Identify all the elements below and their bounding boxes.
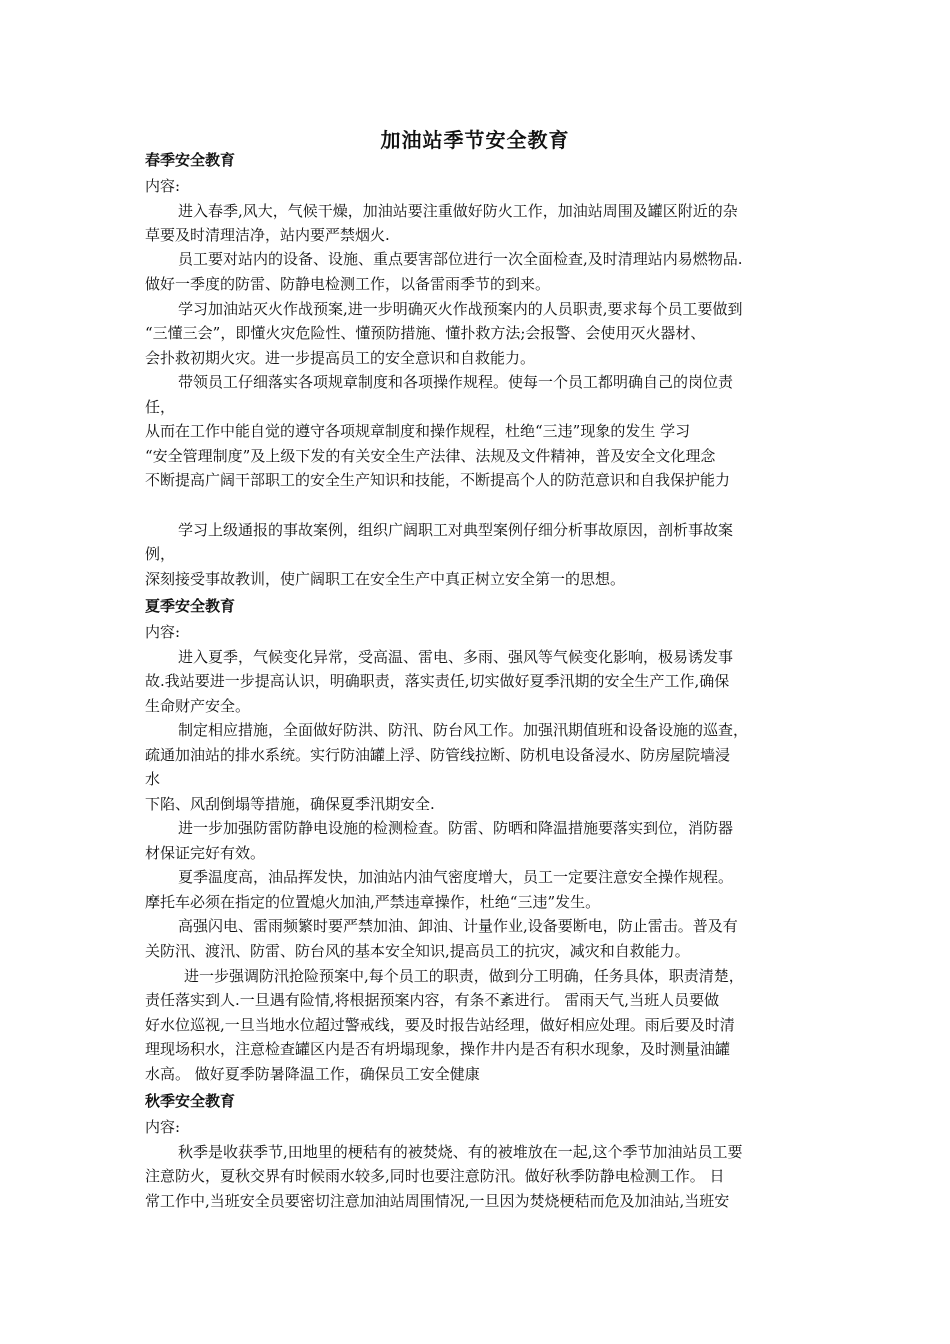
paragraph-line: 学习加油站灭火作战预案,进一步明确灭火作战预案内的人员职责,要求每个员工要做到	[178, 300, 743, 318]
paragraph-line: 高强闪电、雷雨频繁时要严禁加油、卸油、计量作业,设备要断电，防止雷击。普及有	[178, 917, 738, 935]
paragraph-line: 例，	[145, 545, 176, 563]
paragraph-line: 关防汛、渡汛、防雷、防台风的基本安全知识,提高员工的抗灾，减灾和自救能力。	[145, 942, 690, 960]
section-heading-summer: 夏季安全教育	[145, 597, 236, 615]
content-label: 内容:	[145, 1118, 181, 1136]
document-title: 加油站季节安全教育	[380, 128, 570, 152]
paragraph-line: 做好一季度的防雷、防静电检测工作，以备雷雨季节的到来。	[145, 275, 551, 293]
paragraph-line: 进一步加强防雷防静电设施的检测检查。防雷、防晒和降温措施要落实到位，消防器	[178, 819, 734, 837]
paragraph-line: 摩托车必须在指定的位置熄火加油,严禁违章操作，杜绝“三违”发生。	[145, 893, 601, 911]
content-label: 内容:	[145, 623, 181, 641]
paragraph-line: “安全管理制度”及上级下发的有关安全生产法律、法规及文件精神，普及安全文化理念	[145, 447, 716, 465]
paragraph-line: 材保证完好有效。	[145, 844, 266, 862]
content-label: 内容:	[145, 177, 181, 195]
paragraph-line: 不断提高广阔干部职工的安全生产知识和技能，不断提高个人的防范意识和自我保护能力	[145, 471, 731, 489]
paragraph-line: 制定相应措施，全面做好防洪、防汛、防台风工作。加强汛期值班和设备设施的巡查，	[178, 721, 749, 739]
paragraph-line: 从而在工作中能自觉的遵守各项规章制度和操作规程，杜绝“三违”现象的发生 学习	[145, 422, 691, 440]
paragraph-line: 下陷、风刮倒塌等措施，确保夏季汛期安全.	[145, 795, 435, 813]
paragraph-line: 草要及时清理洁净，站内要严禁烟火.	[145, 226, 390, 244]
paragraph-line: 故.我站要进一步提高认识，明确职责，落实责任,切实做好夏季汛期的安全生产工作,确保	[145, 672, 730, 690]
paragraph-line: 常工作中,当班安全员要密切注意加油站周围情况,一旦因为焚烧梗秸而危及加油站,当班安	[145, 1192, 730, 1210]
paragraph-line: 秋季是收获季节,田地里的梗秸有的被焚烧、有的被堆放在一起,这个季节加油站员工要	[178, 1143, 743, 1161]
paragraph-line: 疏通加油站的排水系统。实行防油罐上浮、防管线拉断、防机电设备浸水、防房屋院墙浸	[145, 746, 731, 764]
section-heading-spring: 春季安全教育	[145, 151, 236, 169]
paragraph-line: 生命财产安全。	[145, 697, 251, 715]
paragraph-line: 好水位巡视,一旦当地水位超过警戒线，要及时报告站经理，做好相应处理。雨后要及时清	[145, 1016, 735, 1034]
paragraph-line: 学习上级通报的事故案例，组织广阔职工对典型案例仔细分析事故原因，剖析事故案	[178, 521, 734, 539]
paragraph-line: 进一步强调防汛抢险预案中,每个员工的职责，做到分工明确，任务具体，职责清楚，	[184, 967, 744, 985]
paragraph-line: 会扑救初期火灾。进一步提高员工的安全意识和自救能力。	[145, 349, 536, 367]
paragraph-line: 任，	[145, 398, 176, 416]
paragraph-line: 深刻接受事故教训，使广阔职工在安全生产中真正树立安全第一的思想。	[145, 570, 626, 588]
paragraph-line: 责任落实到人.一旦遇有险情,将根据预案内容，有条不紊进行。 雷雨天气,当班人员要做	[145, 991, 720, 1009]
paragraph-line: 员工要对站内的设备、设施、重点要害部位进行一次全面检查,及时清理站内易燃物品.	[178, 250, 743, 268]
paragraph-line: “三懂三会”，即懂火灾危险性、懂预防措施、懂扑救方法;会报警、会使用灭火器材、	[145, 324, 706, 342]
paragraph-line: 水	[145, 770, 161, 788]
paragraph-line: 进入春季,风大，气候干燥，加油站要注重做好防火工作，加油站周围及罐区附近的杂	[178, 202, 738, 220]
paragraph-line: 水高。 做好夏季防暑降温工作，确保员工安全健康	[145, 1065, 480, 1083]
paragraph-line: 注意防火，夏秋交界有时候雨水较多,同时也要注意防汛。做好秋季防静电检测工作。 日	[145, 1167, 725, 1185]
paragraph-line: 理现场积水，注意检查罐区内是否有坍塌现象，操作井内是否有积水现象，及时测量油罐	[145, 1040, 731, 1058]
paragraph-line: 夏季温度高，油品挥发快，加油站内油气密度增大，员工一定要注意安全操作规程。	[178, 868, 734, 886]
paragraph-line: 带领员工仔细落实各项规章制度和各项操作规程。使每一个员工都明确自己的岗位责	[178, 373, 734, 391]
paragraph-line: 进入夏季，气候变化异常，受高温、雷电、多雨、强风等气候变化影响，极易诱发事	[178, 648, 734, 666]
section-heading-autumn: 秋季安全教育	[145, 1092, 236, 1110]
